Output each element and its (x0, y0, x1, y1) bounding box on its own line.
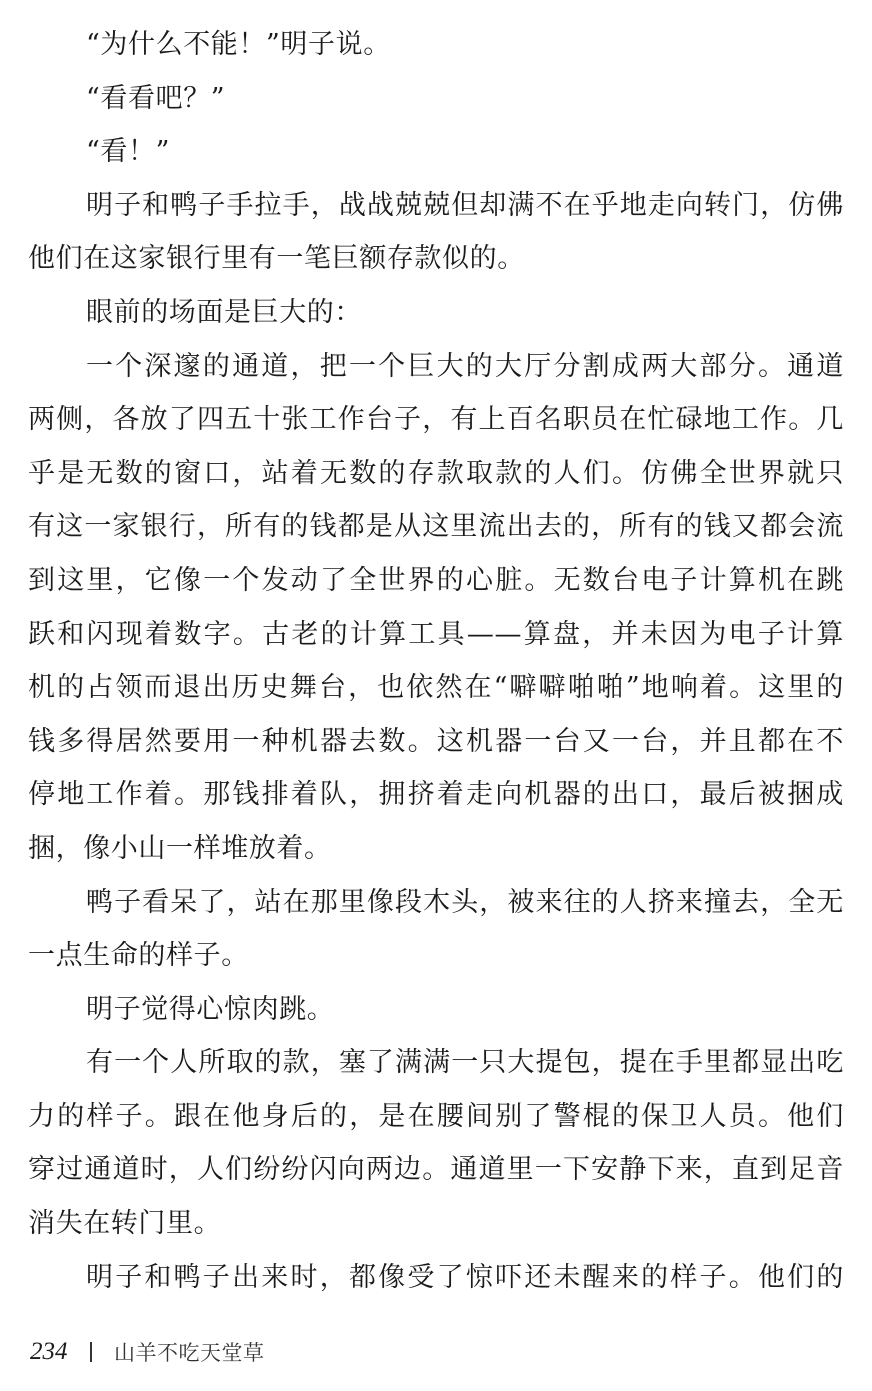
text-line: 眼前的场面是巨大的： (86, 296, 362, 328)
text-line: 钱多得居然要用一种机器去数。这机器一台又一台，并且都在不 (28, 725, 844, 757)
text-line: 力的样子。跟在他身后的，是在腰间别了警棍的保卫人员。他们 (28, 1100, 844, 1132)
text-line: 两侧，各放了四五十张工作台子，有上百名职员在忙碌地工作。几 (28, 404, 844, 436)
text-line: 明子和鸭子出来时，都像受了惊吓还未醒来的样子。他们的 (86, 1261, 844, 1293)
text-line: 乎是无数的窗口，站着无数的存款取款的人们。仿佛全世界就只 (28, 457, 844, 489)
paragraph-6 (28, 340, 844, 876)
text-line: 一个深邃的通道，把一个巨大的大厅分割成两大部分。通道 (86, 350, 844, 382)
paragraph-9 (28, 1036, 844, 1250)
paragraph-10 (28, 1251, 844, 1305)
text-line: 明子和鸭子手拉手，战战兢兢但却满不在乎地走向转门，仿佛 (86, 189, 844, 221)
text-line: 一点生命的样子。 (28, 940, 249, 972)
paragraph-2 (28, 72, 844, 126)
text-line: 他们在这家银行里有一笔巨额存款似的。 (28, 243, 525, 275)
text-line: 到这里，它像一个发动了全世界的心脏。无数台电子计算机在跳 (28, 564, 844, 596)
paragraph-3 (28, 125, 844, 179)
paragraph-4 (28, 179, 844, 286)
page-footer (30, 1334, 265, 1370)
text-line: “看看吧？” (86, 82, 226, 114)
text-line: 捆，像小山一样堆放着。 (28, 832, 332, 864)
paragraph-7 (28, 876, 844, 983)
page-number: 234 (30, 1338, 68, 1365)
text-line: 穿过通道时，人们纷纷闪向两边。通道里一下安静下来，直到足音 (28, 1154, 844, 1186)
text-line: 机的占领而退出历史舞台，也依然在“噼噼啪啪”地响着。这里的 (28, 672, 844, 704)
text-line: 鸭子看呆了，站在那里像段木头，被来往的人挤来撞去，全无 (86, 886, 844, 918)
footer-separator (90, 1342, 92, 1362)
text-line: 有一个人所取的款，塞了满满一只大提包，提在手里都显出吃 (86, 1047, 844, 1079)
text-line: 消失在转门里。 (28, 1208, 222, 1240)
book-title: 山羊不吃天堂草 (114, 1341, 265, 1365)
paragraph-1 (28, 18, 844, 72)
paragraph-8 (28, 983, 844, 1037)
text-line: “为什么不能！”明子说。 (86, 29, 391, 60)
text-line: 跃和闪现着数字。古老的计算工具——算盘，并未因为电子计算 (28, 618, 844, 650)
text-line: 有这一家银行，所有的钱都是从这里流出去的，所有的钱又都会流 (28, 511, 844, 543)
paragraph-5 (28, 286, 844, 340)
text-line: 明子觉得心惊肉跳。 (86, 993, 335, 1025)
text-line: “看！” (86, 136, 171, 168)
body-text (28, 18, 844, 1304)
text-line: 停地工作着。那钱排着队，拥挤着走向机器的出口，最后被捆成 (28, 779, 844, 811)
